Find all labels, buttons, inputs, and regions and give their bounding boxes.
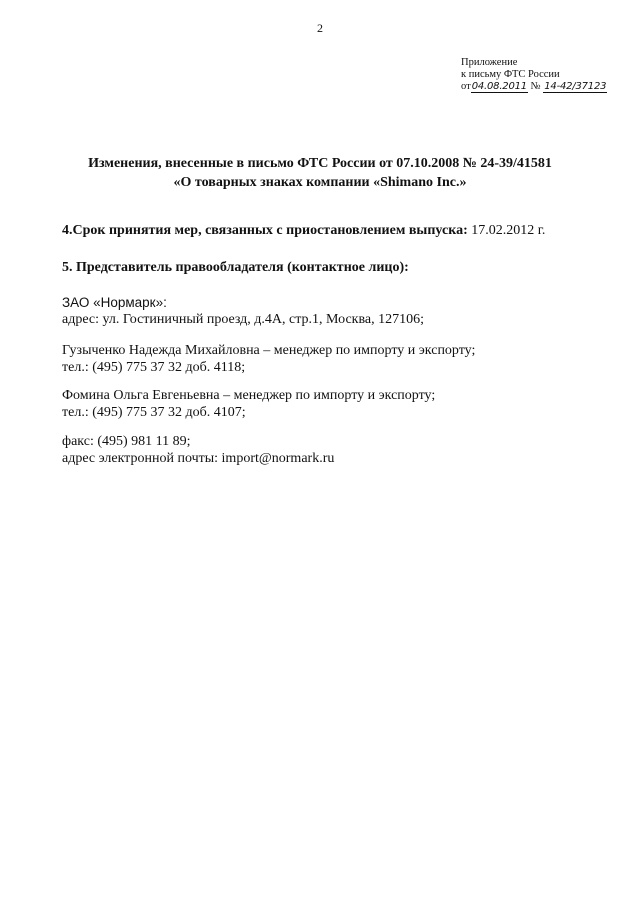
section-4 <box>62 222 592 239</box>
company-address: адрес: ул. Гостиничный проезд, д.4А, стр.1, Москва, 127106; <box>62 312 425 327</box>
email-line: адрес электронной почты: import@normark.ru <box>62 451 335 466</box>
section-4-value: 17.02.2012 г. <box>471 223 546 238</box>
title-line-1: Изменения, внесенные в письмо ФТС России от 07.10.2008 № 24-39/41581 <box>88 156 552 171</box>
appendix-date-number-line <box>461 81 607 93</box>
contact-2-name: Фомина Ольга Евгеньевна – менеджер по импорту и экспорту; <box>62 388 436 403</box>
company-block <box>62 294 592 328</box>
fax-line: факс: (495) 981 11 89; <box>62 434 191 449</box>
section-4-label: 4.Срок принятия мер, связанных с приостановлением выпуска: <box>62 223 468 238</box>
appendix-from-prefix: от <box>461 81 471 92</box>
appendix-header <box>461 57 607 93</box>
handwritten-number: 14-42/37123 <box>544 81 607 92</box>
number-sign: № <box>530 81 541 92</box>
contact-2-phone: тел.: (495) 775 37 32 доб. 4107; <box>62 405 246 420</box>
appendix-label: Приложение <box>461 57 518 68</box>
section-5-label: 5. Представитель правообладателя (контактное лицо): <box>62 260 409 275</box>
fax-email-block <box>62 433 592 467</box>
handwritten-date: 04.08.2011 <box>471 81 527 92</box>
title-line-2: «О товарных знаках компании «Shimano Inc.» <box>173 175 467 190</box>
section-5 <box>62 259 592 276</box>
company-name: ЗАО «Нормарк»: <box>62 295 167 310</box>
contact-1-block <box>62 342 592 376</box>
appendix-letter-ref: к письму ФТС России <box>461 69 560 80</box>
contact-1-name: Гузыченко Надежда Михайловна – менеджер по импорту и экспорту; <box>62 343 476 358</box>
document-title <box>0 154 640 192</box>
page-number: 2 <box>317 21 323 35</box>
contact-1-phone: тел.: (495) 775 37 32 доб. 4118; <box>62 360 246 375</box>
contact-2-block <box>62 387 592 421</box>
